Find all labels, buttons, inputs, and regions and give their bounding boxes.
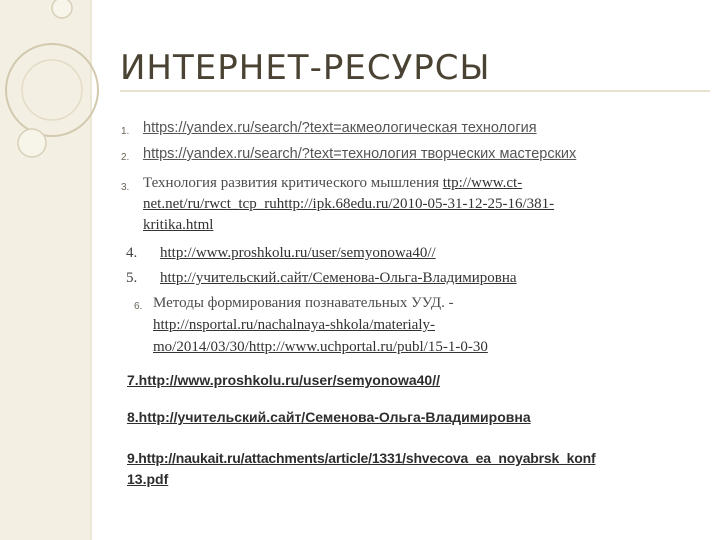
resource-description: Методы формирования познавательных УУД. -: [153, 295, 454, 311]
resource-description: Технология развития критического мышления: [143, 175, 443, 191]
resource-link-3-cont[interactable]: kritika.html: [143, 217, 214, 233]
resource-link-3-cont[interactable]: net.net/ru/rwct_tcp_ruhttp://ipk.68edu.ru/2010-05-31-12-25-16/381-: [143, 196, 555, 212]
slide-title: ИНТЕРНЕТ-РЕСУРСЫ: [120, 48, 491, 88]
resource-link-2[interactable]: https://yandex.ru/search/?text=технология творческих мастерских: [143, 146, 577, 162]
resource-link-7[interactable]: 7.http://www.proshkolu.ru/user/semyonowa40//: [127, 372, 440, 388]
resource-link-4[interactable]: http://www.proshkolu.ru/user/semyonowa40//: [160, 245, 436, 261]
item-number: 2.: [121, 152, 130, 163]
item-number: 3.: [121, 182, 130, 193]
resource-link-1[interactable]: https://yandex.ru/search/?text=акмеологическая технология: [143, 120, 537, 136]
resource-link-9-cont[interactable]: 13.pdf: [127, 471, 169, 487]
item-number: 4.: [126, 245, 138, 261]
resource-link-6[interactable]: http://nsportal.ru/nachalnaya-shkola/materialy-: [153, 317, 435, 333]
resource-item-3-line1: [143, 175, 522, 192]
resource-link-5[interactable]: http://учительский.сайт/Семенова-Ольга-Владимировна: [160, 270, 517, 286]
resource-link-9[interactable]: 9.http://naukait.ru/attachments/article/1331/shvecova_ea_noyabrsk_konf: [127, 450, 596, 466]
item-number: 1.: [121, 126, 130, 137]
resource-link-6-cont[interactable]: mo/2014/03/30/http://www.uchportal.ru/publ/15-1-0-30: [153, 339, 488, 355]
resource-link-8[interactable]: 8.http://учительский.сайт/Семенова-Ольга-Владимировна: [127, 409, 531, 425]
resource-link-3[interactable]: ttp://www.ct-: [442, 175, 523, 191]
item-number: 6.: [134, 301, 143, 312]
item-number: 5.: [126, 270, 138, 286]
